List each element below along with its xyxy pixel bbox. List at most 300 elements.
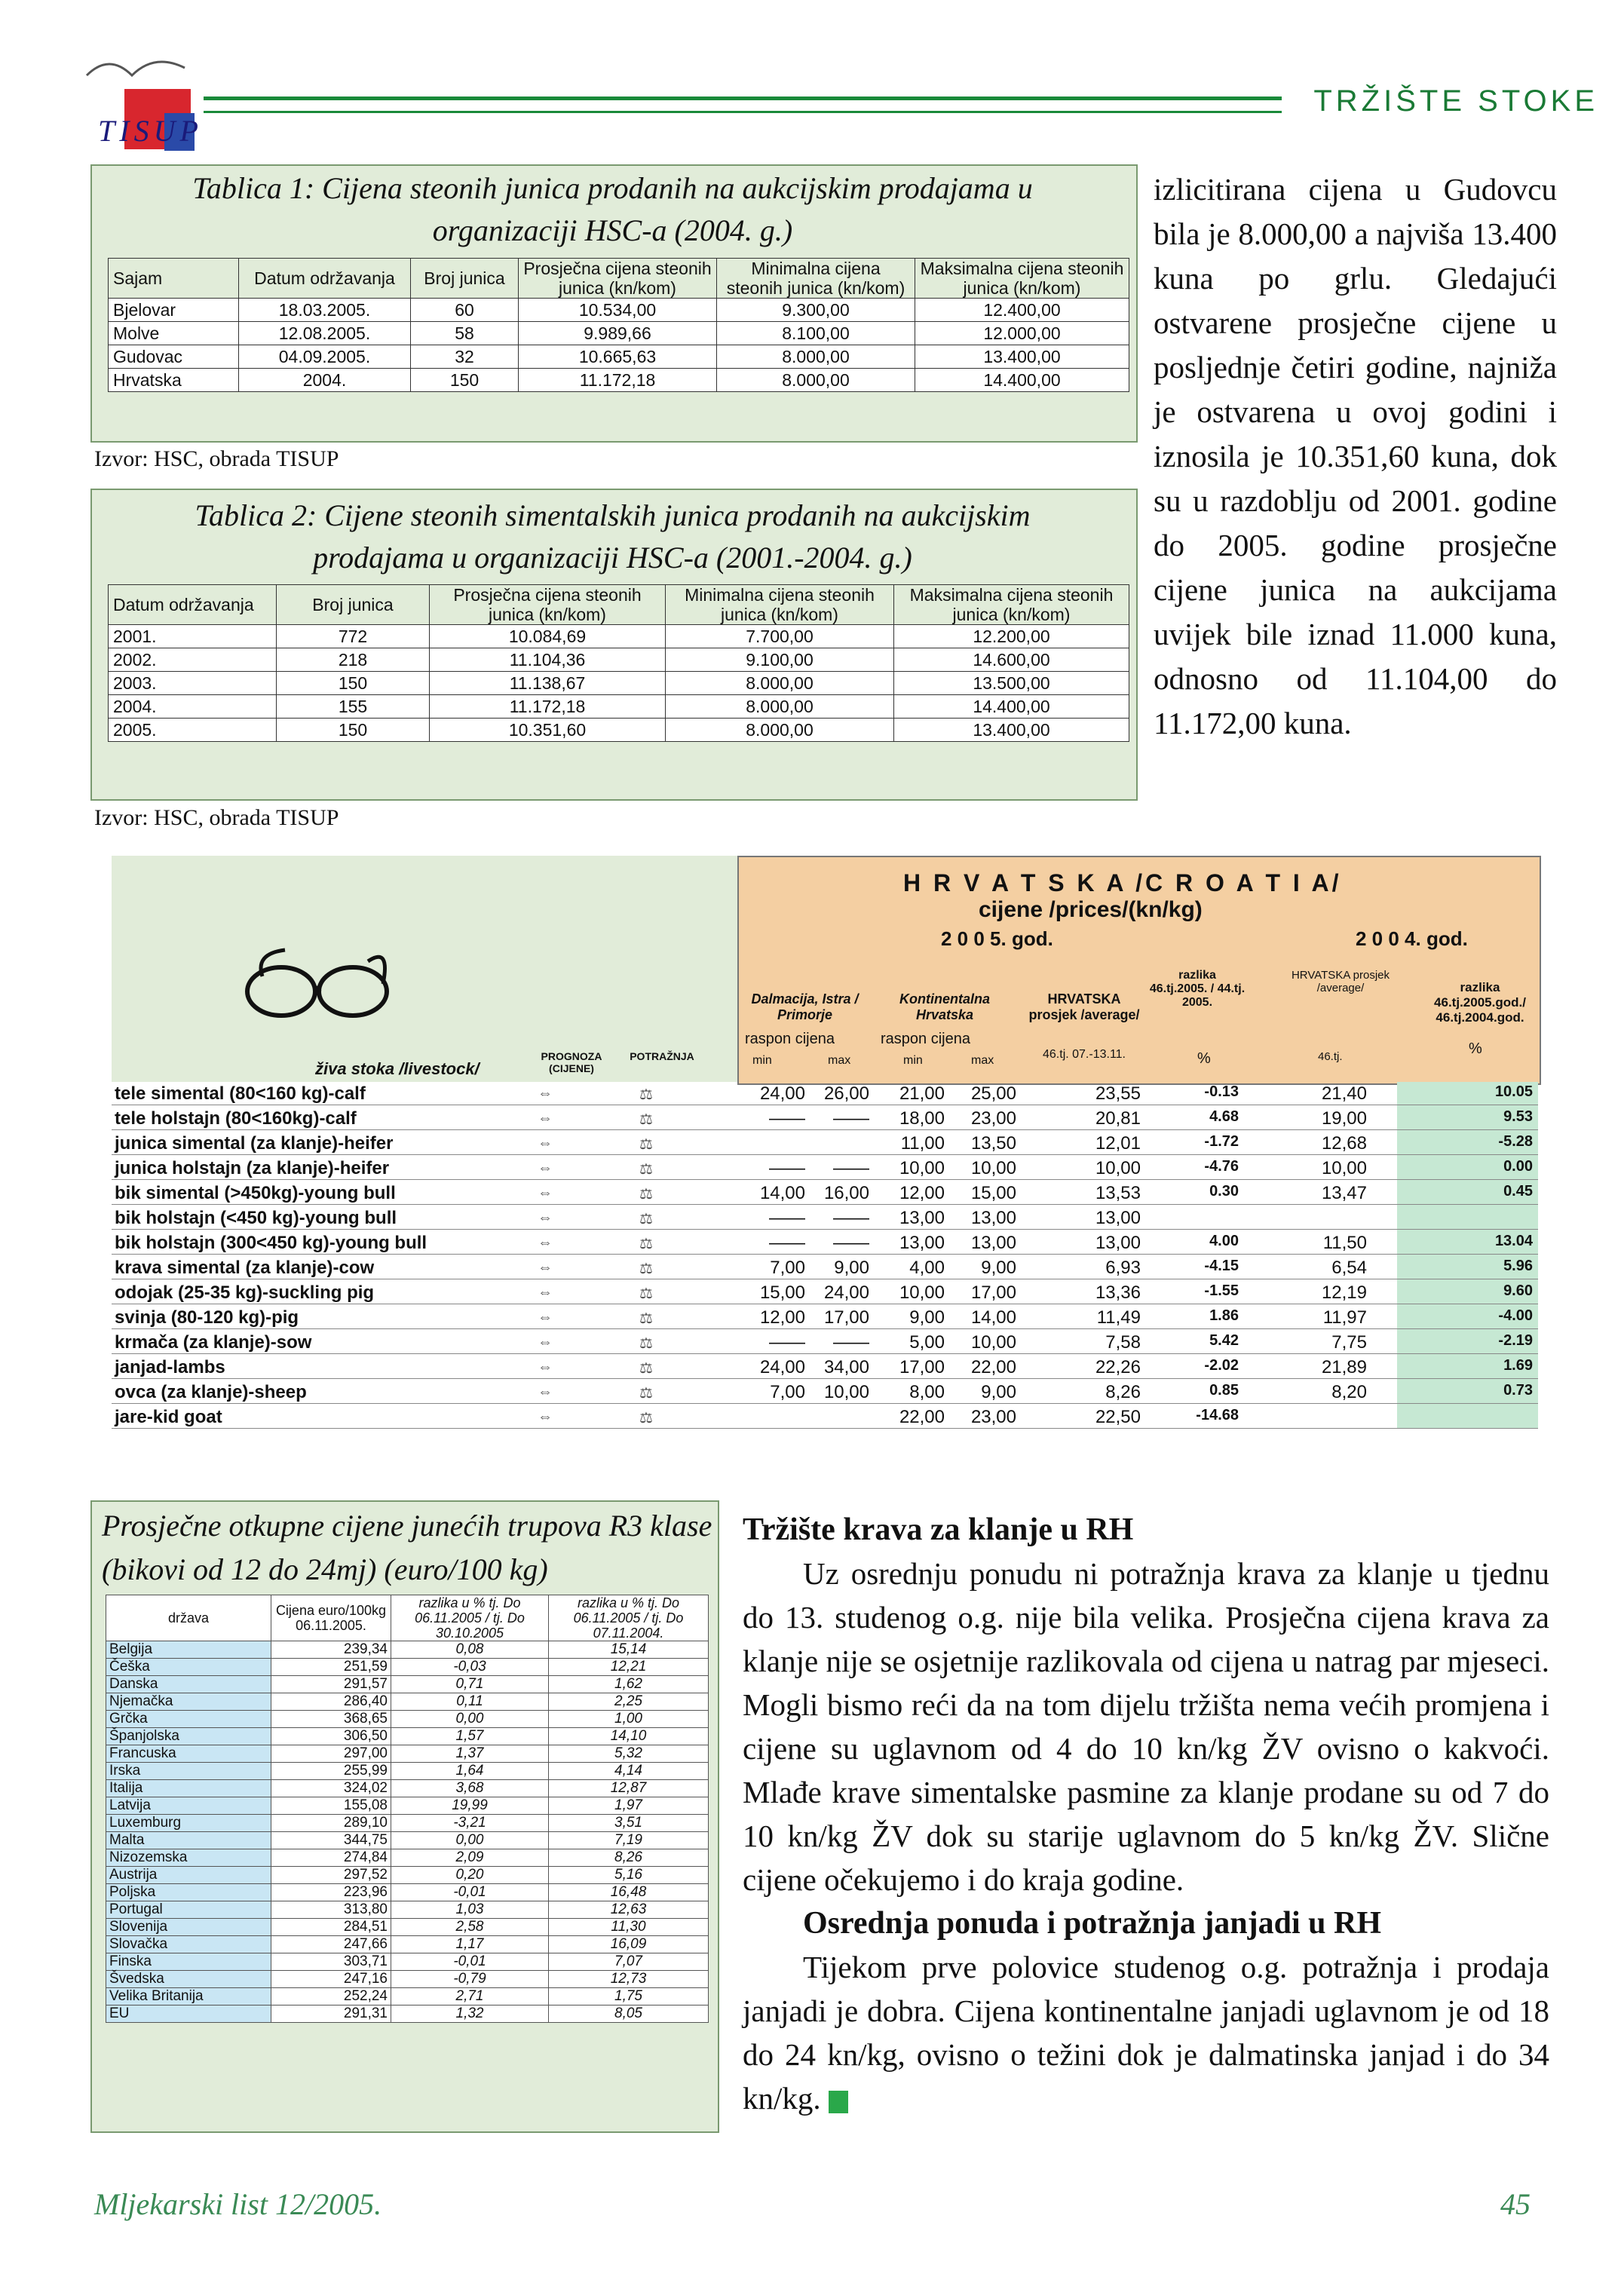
livestock-cell-avg: 8,26	[1105, 1382, 1141, 1402]
demand-scale-icon: ⚖	[639, 1186, 653, 1203]
livestock-cell-d2: -5.28	[1498, 1133, 1533, 1150]
livestock-cell-kmin: 18,00	[899, 1108, 945, 1129]
table-row	[106, 1711, 709, 1728]
table1-cell: 60	[411, 299, 519, 322]
table-row	[106, 1953, 709, 1971]
demand-scale-icon: ⚖	[639, 1161, 653, 1178]
table3-cell: 14,10	[549, 1728, 709, 1745]
table1-cell: 14.400,00	[915, 369, 1129, 392]
livestock-cell-dmax: ——	[833, 1158, 869, 1178]
table3-cell: 8,05	[549, 2005, 709, 2023]
table3-cell: Španjolska	[106, 1728, 271, 1745]
table-row	[106, 1763, 709, 1780]
livestock-cell-a04: 7,75	[1331, 1332, 1367, 1353]
livestock-cell-dmax: 26,00	[823, 1083, 869, 1104]
section-title: TRŽIŠTE STOKE	[1313, 84, 1598, 118]
livestock-name: ovca (za klanje)-sheep	[115, 1382, 307, 1402]
table3-cell: 251,59	[271, 1659, 391, 1676]
livestock-cell-kmax: 23,00	[970, 1407, 1016, 1427]
table3-cell: 239,34	[271, 1641, 391, 1659]
table1-cell: Hrvatska	[109, 369, 239, 392]
table-row	[106, 1936, 709, 1953]
table3-cell: Nizozemska	[106, 1849, 271, 1867]
livestock-cell-d1: 0.85	[1209, 1382, 1239, 1399]
table3-cell: 274,84	[271, 1849, 391, 1867]
price-forecast-icon: ⇔	[538, 1359, 553, 1375]
col-dalmacija: Dalmacija, Istra / Primorje	[751, 991, 859, 1022]
livestock-cell-a04: 6,54	[1331, 1258, 1367, 1278]
livestock-cell-avg: 7,58	[1105, 1332, 1141, 1353]
table3-cell: 286,40	[271, 1693, 391, 1711]
livestock-cell-dmin: 24,00	[759, 1083, 805, 1104]
livestock-cell-a04: 11,50	[1322, 1233, 1367, 1253]
table3-cell: Danska	[106, 1676, 271, 1693]
table3-cell: Italija	[106, 1780, 271, 1797]
table2-cell: 11.172,18	[430, 695, 666, 719]
livestock-cell-avg: 13,36	[1095, 1282, 1141, 1303]
table2-cell: 2004.	[109, 695, 277, 719]
price-forecast-icon: ⇔	[538, 1383, 553, 1400]
table1-cell: 04.09.2005.	[239, 345, 411, 369]
table2-cell: 155	[277, 695, 430, 719]
demand-scale-icon: ⚖	[639, 1261, 653, 1277]
col-max-2: max	[971, 1054, 994, 1067]
col-diff1: razlika 46.tj.2005. / 44.tj. 2005.	[1149, 969, 1246, 1009]
price-forecast-icon: ⇔	[538, 1408, 553, 1425]
bird-icon	[79, 45, 192, 90]
livestock-cell-d2: 0.45	[1503, 1183, 1533, 1200]
table2-cell: 772	[277, 625, 430, 648]
livestock-cell-d2: 13.04	[1494, 1233, 1533, 1249]
livestock-title: H R V A T S K A /C R O A T I A/	[903, 869, 1342, 896]
livestock-cell-avg: 22,26	[1095, 1357, 1141, 1377]
table3-cell: 1,62	[549, 1676, 709, 1693]
price-forecast-icon: ⇔	[538, 1135, 553, 1151]
livestock-cell-d1: 5.42	[1209, 1332, 1239, 1349]
table3-cell: 1,00	[549, 1711, 709, 1728]
demand-scale-icon: ⚖	[639, 1360, 653, 1377]
table3-cell: 252,24	[271, 1988, 391, 2005]
demand-scale-icon: ⚖	[639, 1236, 653, 1252]
table2-cell: 12.200,00	[894, 625, 1129, 648]
table3-cell: 19,99	[391, 1797, 549, 1815]
price-forecast-icon: ⇔	[538, 1209, 553, 1226]
table-row	[112, 1380, 1538, 1404]
livestock-cell-a04: 19,00	[1321, 1108, 1367, 1129]
livestock-name: bik holstajn (<450 kg)-young bull	[115, 1208, 397, 1228]
table-row	[112, 1082, 1538, 1105]
demand-scale-icon: ⚖	[639, 1285, 653, 1302]
livestock-cell-a04: 13,47	[1321, 1183, 1367, 1203]
table3-cell: 12,21	[549, 1659, 709, 1676]
livestock-cell-dmin: 7,00	[770, 1382, 805, 1402]
table-row	[112, 1231, 1538, 1255]
livestock-cell-kmax: 9,00	[981, 1382, 1016, 1402]
table3-cell: 1,75	[549, 1988, 709, 2005]
table3-cell: 11,30	[549, 1919, 709, 1936]
table3-cell: 0,20	[391, 1867, 549, 1884]
table2-cell: 218	[277, 648, 430, 672]
table-row	[106, 1676, 709, 1693]
table3-cell: 247,66	[271, 1936, 391, 1953]
livestock-cell-dmin: ——	[769, 1108, 805, 1129]
livestock-cell-d1: 4.00	[1209, 1233, 1239, 1249]
livestock-cell-kmax: 10,00	[970, 1158, 1016, 1178]
table3-cell: Velika Britanija	[106, 1988, 271, 2005]
livestock-cell-kmax: 22,00	[970, 1357, 1016, 1377]
table3-cell: 291,31	[271, 2005, 391, 2023]
livestock-cell-kmin: 10,00	[899, 1282, 945, 1303]
demand-scale-icon: ⚖	[639, 1335, 653, 1352]
table3-body	[106, 1641, 709, 2023]
col-hr-week: 46.tj. 07.-13.11.	[1043, 1048, 1126, 1061]
table2-cell: 14.400,00	[894, 695, 1129, 719]
livestock-cell-dmin: ——	[769, 1158, 805, 1178]
price-forecast-icon: ⇔	[538, 1334, 553, 1350]
livestock-cell-kmax: 23,00	[970, 1108, 1016, 1129]
table2-caption: Tablica 2: Cijene steonih simentalskih junica prodanih na aukcijskim prodajama u organizaciji HSC-a (2001.-2004. g.)	[195, 498, 1031, 575]
livestock-cell-d1: -1.72	[1204, 1133, 1239, 1150]
livestock-cell-dmax: 10,00	[823, 1382, 869, 1402]
livestock-cell-avg: 13,53	[1095, 1183, 1141, 1203]
table1-cell: 2004.	[239, 369, 411, 392]
table1-cell: 11.172,18	[519, 369, 717, 392]
livestock-name: krmača (za klanje)-sow	[115, 1332, 312, 1353]
price-forecast-icon: ⇔	[538, 1259, 553, 1276]
table3-header-row	[106, 1595, 709, 1641]
table-row	[106, 1832, 709, 1849]
livestock-name: bik holstajn (300<450 kg)-young bull	[115, 1233, 427, 1253]
table1-cell: 18.03.2005.	[239, 299, 411, 322]
col-range-1: raspon cijena	[745, 1031, 835, 1047]
livestock-name: tele simental (80<160 kg)-calf	[115, 1083, 366, 1104]
table3-cell: 303,71	[271, 1953, 391, 1971]
demand-scale-icon: ⚖	[639, 1385, 653, 1402]
right-column-text: izlicitirana cijena u Gudovcu bila je 8.000,00 a najviša 13.400 kuna po grlu. Gledajući ostvarene prosječne cijene u posljednje četiri godine, najniža je ostvarena u ovoj godini i iznosila je 10.351,60 kuna, dok su u razdoblju od 2001. godine do 2005. godine prosječne cijene junica na aukcijama uvijek bile iznad 11.000 kuna, odnosno od 11.104,00 do 11.172,00 kuna.	[1154, 172, 1557, 740]
livestock-cell-d1: 1.86	[1209, 1307, 1239, 1324]
price-forecast-icon: ⇔	[538, 1234, 553, 1251]
table1	[108, 258, 1129, 392]
livestock-cell-kmax: 10,00	[970, 1332, 1016, 1353]
table3-cell: 289,10	[271, 1815, 391, 1832]
table2-header: Prosječna cijena steonih junica (kn/kom)	[430, 585, 666, 625]
table3-cell: 1,03	[391, 1901, 549, 1919]
table3-cell: 2,58	[391, 1919, 549, 1936]
table1-header-row	[109, 259, 1129, 299]
table2-cell: 2002.	[109, 648, 277, 672]
table-row	[106, 1971, 709, 1988]
table2-cell: 2001.	[109, 625, 277, 648]
table-row	[106, 1728, 709, 1745]
price-forecast-icon: ⇔	[538, 1284, 553, 1301]
livestock-cell-dmin: 14,00	[759, 1183, 805, 1203]
table1-cell: 12.08.2005.	[239, 322, 411, 345]
year-2005: 2 0 0 5. god.	[941, 927, 1053, 950]
demand-scale-icon: ⚖	[639, 1410, 653, 1426]
livestock-cell-kmax: 15,00	[970, 1183, 1016, 1203]
livestock-cell-dmin: 7,00	[770, 1258, 805, 1278]
table3-cell: 297,52	[271, 1867, 391, 1884]
livestock-cell-d1: -4.15	[1204, 1258, 1239, 1274]
table2-cell: 8.000,00	[666, 719, 894, 742]
table3-h-price-label: Cijena euro/100kg	[275, 1603, 387, 1618]
livestock-cell-d2: 9.53	[1503, 1108, 1533, 1125]
article-paragraph-2	[743, 1945, 1549, 2120]
livestock-cell-dmax: 17,00	[823, 1307, 869, 1328]
table3-cell: Irska	[106, 1763, 271, 1780]
livestock-cell-kmin: 17,00	[899, 1357, 945, 1377]
glasses-icon	[240, 939, 398, 1029]
livestock-cell-dmax: ——	[833, 1332, 869, 1353]
table3-cell: 291,57	[271, 1676, 391, 1693]
livestock-cell-dmax: ——	[833, 1208, 869, 1228]
livestock-name: janjad-lambs	[115, 1357, 225, 1377]
article	[743, 1508, 1549, 2120]
table3-cell: 0,71	[391, 1676, 549, 1693]
price-forecast-icon: ⇔	[538, 1110, 553, 1126]
livestock-cell-kmax: 9,00	[981, 1258, 1016, 1278]
table1-cell: 9.989,66	[519, 322, 717, 345]
livestock-cell-avg: 6,93	[1105, 1258, 1141, 1278]
table3-h-diff1: razlika u % tj. Do 06.11.2005 / tj. Do 30.10.2005	[391, 1595, 549, 1641]
demand-scale-icon: ⚖	[639, 1310, 653, 1327]
livestock-cell-dmax: ——	[833, 1233, 869, 1253]
table2-source: Izvor: HSC, obrada TISUP	[94, 805, 339, 830]
table3-cell: 5,32	[549, 1745, 709, 1763]
table3-cell: 4,14	[549, 1763, 709, 1780]
price-forecast-icon: ⇔	[538, 1309, 553, 1325]
table3-cell: Slovačka	[106, 1936, 271, 1953]
table3-cell: 15,14	[549, 1641, 709, 1659]
livestock-cell-avg: 10,00	[1095, 1158, 1141, 1178]
table3-cell: 2,71	[391, 1988, 549, 2005]
table-row	[106, 1901, 709, 1919]
header-rule	[204, 97, 1282, 113]
livestock-cell-avg: 11,49	[1096, 1307, 1141, 1328]
year-2004: 2 0 0 4. god.	[1356, 927, 1468, 950]
table3-cell: 12,73	[549, 1971, 709, 1988]
table2-cell: 8.000,00	[666, 672, 894, 695]
livestock-cell-kmin: 5,00	[909, 1332, 945, 1353]
table3-cell: 223,96	[271, 1884, 391, 1901]
table-row	[106, 1884, 709, 1901]
table-row	[109, 695, 1129, 719]
table-row	[106, 1745, 709, 1763]
table-row	[112, 1181, 1538, 1205]
livestock-cell-kmin: 11,00	[900, 1133, 945, 1154]
livestock-name: odojak (25-35 kg)-suckling pig	[115, 1282, 375, 1303]
livestock-cell-kmin: 21,00	[899, 1083, 945, 1104]
livestock-cell-dmax: ——	[833, 1108, 869, 1129]
livestock-label-head: živa stoka /livestock/	[315, 1059, 480, 1078]
col-pct2: %	[1469, 1040, 1482, 1057]
livestock-cell-d1: -4.76	[1204, 1158, 1239, 1175]
table3	[106, 1595, 709, 2023]
table3-cell: Grčka	[106, 1711, 271, 1728]
col-kontinentalna: Kontinentalna Hrvatska	[899, 991, 990, 1022]
table1-header: Prosječna cijena steonih junica (kn/kom)	[519, 259, 717, 299]
article-paragraph-2-text: Tijekom prve polovice studenog o.g. potražnja i prodaja janjadi je dobra. Cijena kontinentalne janjadi uglavnom je od 18 do 24 kn/kg, ovisno o težini dok je dalmatinska janjad i do 34 kn/kg.	[743, 1950, 1549, 2116]
table1-header: Datum održavanja	[239, 259, 411, 299]
livestock-cell-avg: 13,00	[1095, 1208, 1141, 1228]
livestock-name: jare-kid goat	[115, 1407, 222, 1427]
table3-h-diff2: razlika u % tj. Do 06.11.2005 / tj. Do 07.11.2004.	[549, 1595, 709, 1641]
table3-cell: -3,21	[391, 1815, 549, 1832]
col-hr-avg: HRVATSKA prosjek /average/	[1028, 991, 1140, 1022]
livestock-cell-d1: -0.13	[1204, 1083, 1239, 1100]
table3-cell: Češka	[106, 1659, 271, 1676]
livestock-cell-d2: 0.00	[1503, 1158, 1533, 1175]
table1-cell: 13.400,00	[915, 345, 1129, 369]
table1-cell: 12.000,00	[915, 322, 1129, 345]
demand-scale-icon: ⚖	[639, 1086, 653, 1103]
table-row	[112, 1256, 1538, 1279]
livestock-cell-d1: -1.55	[1204, 1282, 1239, 1299]
table3-cell: 16,48	[549, 1884, 709, 1901]
table1-cell: Gudovac	[109, 345, 239, 369]
livestock-cell-d2: -2.19	[1498, 1332, 1533, 1349]
table-row	[112, 1306, 1538, 1329]
table3-h-price	[271, 1595, 391, 1641]
livestock-name: svinja (80-120 kg)-pig	[115, 1307, 299, 1328]
table2-cell: 8.000,00	[666, 695, 894, 719]
col-min-1: min	[752, 1054, 772, 1067]
table-row	[109, 345, 1129, 369]
livestock-cell-d1: -2.02	[1204, 1357, 1239, 1374]
table1-cell: 8.000,00	[717, 369, 915, 392]
table1-cell: 8.100,00	[717, 322, 915, 345]
table2-cell: 150	[277, 719, 430, 742]
livestock-cell-d2: 0.73	[1503, 1382, 1533, 1399]
table2-header: Maksimalna cijena steonih junica (kn/kom)	[894, 585, 1129, 625]
table3-cell: 1,32	[391, 2005, 549, 2023]
livestock-cell-dmin: 15,00	[759, 1282, 805, 1303]
table3-cell: Slovenija	[106, 1919, 271, 1936]
livestock-cell-kmax: 25,00	[970, 1083, 1016, 1104]
livestock-side-panel	[112, 856, 737, 1082]
table3-cell: 1,37	[391, 1745, 549, 1763]
price-forecast-icon: ⇔	[538, 1184, 553, 1201]
livestock-name: bik simental (>450kg)-young bull	[115, 1183, 396, 1203]
logo-text: TISUP	[98, 114, 203, 148]
col-diff2: razlika 46.tj.2005.god./ 46.tj.2004.god.	[1434, 980, 1526, 1025]
table1-header: Broj junica	[411, 259, 519, 299]
livestock-cell-d2: -4.00	[1498, 1307, 1533, 1324]
table-row	[109, 672, 1129, 695]
livestock-cell-avg: 12,01	[1095, 1133, 1141, 1154]
table1-header: Minimalna cijena steonih junica (kn/kom)	[717, 259, 915, 299]
table3-h-country: država	[106, 1595, 271, 1641]
livestock-cell-dmax: 34,00	[823, 1357, 869, 1377]
table-row	[112, 1157, 1538, 1180]
table-row	[106, 1659, 709, 1676]
table-row	[106, 1641, 709, 1659]
table3-h-date: 06.11.2005.	[296, 1618, 366, 1633]
livestock-name: junica simental (za klanje)-heifer	[115, 1133, 394, 1154]
table-row	[106, 1797, 709, 1815]
col-pct1: %	[1197, 1050, 1211, 1067]
table1-cell: 32	[411, 345, 519, 369]
table3-cell: 8,26	[549, 1849, 709, 1867]
col-prognoza: PROGNOZA (CIJENE)	[541, 1050, 602, 1074]
livestock-name: krava simental (za klanje)-cow	[115, 1258, 375, 1278]
table3-cell: Poljska	[106, 1884, 271, 1901]
table-row	[112, 1107, 1538, 1130]
table3-caption: Prosječne otkupne cijene junećih trupova R3 klase (bikovi od 12 do 24mj) (euro/100 kg)	[102, 1509, 712, 1586]
livestock-cell-kmax: 14,00	[970, 1307, 1016, 1328]
article-heading-2: Osrednja ponuda i potražnja janjadi u RH	[803, 1906, 1382, 1941]
col-hr2004: HRVATSKA prosjek /average/	[1291, 969, 1390, 994]
table-row	[106, 1815, 709, 1832]
livestock-cell-d2: 5.96	[1503, 1258, 1533, 1274]
table2-cell: 7.700,00	[666, 625, 894, 648]
table3-cell: 7,19	[549, 1832, 709, 1849]
livestock-cell-kmin: 13,00	[899, 1208, 945, 1228]
table3-cell: 0,00	[391, 1832, 549, 1849]
table3-cell: 2,09	[391, 1849, 549, 1867]
demand-scale-icon: ⚖	[639, 1211, 653, 1227]
table2-cell: 11.138,67	[430, 672, 666, 695]
table3-cell: 306,50	[271, 1728, 391, 1745]
table3-cell: 247,16	[271, 1971, 391, 1988]
table-row	[109, 369, 1129, 392]
table3-cell: -0,01	[391, 1953, 549, 1971]
livestock-cell-avg: 20,81	[1095, 1108, 1141, 1129]
table3-cell: -0,79	[391, 1971, 549, 1988]
table-row	[109, 719, 1129, 742]
table2-header: Broj junica	[277, 585, 430, 625]
table3-cell: 3,68	[391, 1780, 549, 1797]
table2-cell: 10.351,60	[430, 719, 666, 742]
livestock-cell-d1: 0.30	[1209, 1183, 1239, 1200]
table1-cell: 10.534,00	[519, 299, 717, 322]
livestock-cell-d2: 10.05	[1494, 1083, 1533, 1100]
livestock-cell-avg: 22,50	[1095, 1407, 1141, 1427]
table3-cell: 344,75	[271, 1832, 391, 1849]
table3-cell: -0,03	[391, 1659, 549, 1676]
table3-cell: Austrija	[106, 1867, 271, 1884]
table-row	[106, 1693, 709, 1711]
table2-cell: 10.084,69	[430, 625, 666, 648]
col-hr2004-week: 46.tj.	[1318, 1050, 1343, 1063]
livestock-cell-dmax: 9,00	[834, 1258, 869, 1278]
livestock-cell-avg: 13,00	[1095, 1233, 1141, 1253]
table-row	[112, 1405, 1538, 1429]
table-row	[106, 1867, 709, 1884]
table3-cell: -0,01	[391, 1884, 549, 1901]
table3-cell: 313,80	[271, 1901, 391, 1919]
livestock-cell-d1: -14.68	[1196, 1407, 1239, 1423]
livestock-cell-dmin: 12,00	[759, 1307, 805, 1328]
table3-cell: 368,65	[271, 1711, 391, 1728]
livestock-cell-a04: 12,19	[1321, 1282, 1367, 1303]
table2-cell: 150	[277, 672, 430, 695]
livestock-name: junica holstajn (za klanje)-heifer	[115, 1158, 390, 1178]
table1-cell: 58	[411, 322, 519, 345]
table2-header: Minimalna cijena steonih junica (kn/kom)	[666, 585, 894, 625]
col-potraznja: POTRAŽNJA	[630, 1050, 694, 1062]
table3-cell: 12,63	[549, 1901, 709, 1919]
table2-cell: 2003.	[109, 672, 277, 695]
table1-cell: 150	[411, 369, 519, 392]
livestock-cell-kmax: 13,00	[970, 1208, 1016, 1228]
table3-cell: 255,99	[271, 1763, 391, 1780]
demand-scale-icon: ⚖	[639, 1111, 653, 1128]
livestock-cell-a04: 21,40	[1321, 1083, 1367, 1104]
table3-cell: Malta	[106, 1832, 271, 1849]
table3-cell: 1,57	[391, 1728, 549, 1745]
livestock-cell-dmin: ——	[769, 1208, 805, 1228]
